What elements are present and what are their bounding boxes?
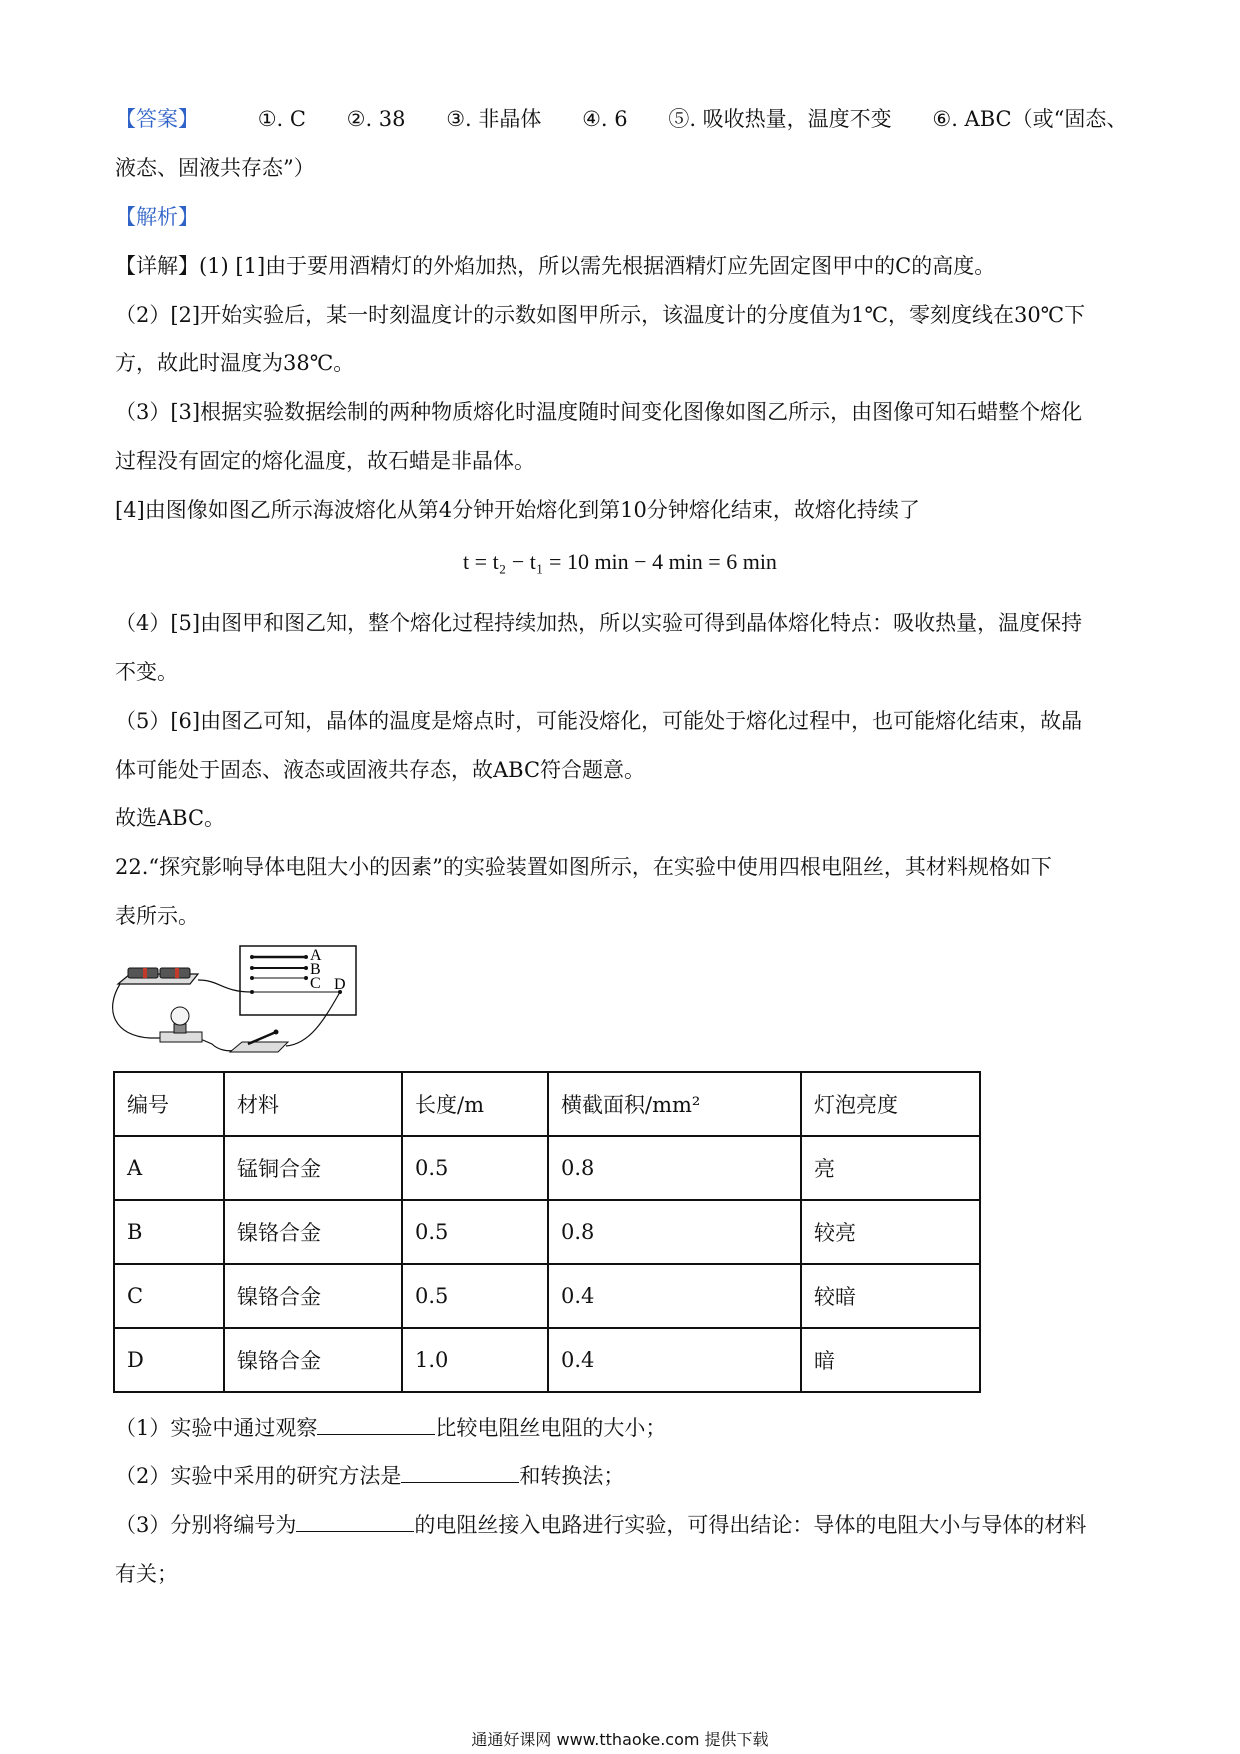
table-cell: C xyxy=(114,1264,224,1328)
table-header: 编号 xyxy=(114,1072,224,1136)
table-cell: 0.8 xyxy=(548,1136,801,1200)
paragraph: 方，故此时温度为38℃。 xyxy=(115,351,355,375)
table-row xyxy=(114,1264,980,1328)
question-text: 的电阻丝接入电路进行实验，可得出结论：导体的电阻大小与导体的材料 xyxy=(414,1513,1087,1537)
answer-item: ⑤. 吸收热量，温度不变 xyxy=(668,107,892,131)
materials-table xyxy=(113,1071,981,1393)
answer-blank[interactable] xyxy=(296,1511,414,1532)
table-header: 横截面积/mm² xyxy=(548,1072,801,1136)
answer-tag: 【答案】 xyxy=(115,107,199,131)
sub-question-3 xyxy=(115,1510,1086,1540)
table-cell: 镍铬合金 xyxy=(224,1200,402,1264)
table-cell: 0.4 xyxy=(548,1328,801,1392)
table-row xyxy=(114,1136,980,1200)
table-header: 灯泡亮度 xyxy=(801,1072,980,1136)
table-cell: B xyxy=(114,1200,224,1264)
answer-continuation: 液态、固液共存态”） xyxy=(115,156,315,180)
page-footer: 通通好课网 www.tthaoke.com 提供下载 xyxy=(471,1730,769,1749)
table-cell: 0.5 xyxy=(402,1264,548,1328)
sub-question-2 xyxy=(115,1461,624,1491)
answer-item: ④. 6 xyxy=(582,107,628,131)
table-cell: D xyxy=(114,1328,224,1392)
table-cell: 0.4 xyxy=(548,1264,801,1328)
table-header: 材料 xyxy=(224,1072,402,1136)
paragraph: [4]由图像如图乙所示海波熔化从第4分钟开始熔化到第10分钟熔化结束，故熔化持续了 xyxy=(115,498,920,522)
table-cell: 较亮 xyxy=(801,1200,980,1264)
sub-question-1 xyxy=(115,1413,666,1443)
label-b: B xyxy=(310,961,321,978)
answer-item: ⑥. ABC（或“固态、 xyxy=(932,107,1128,131)
question-22: 22.“探究影响导体电阻大小的因素”的实验装置如图所示，在实验中使用四根电阻丝，其材料规格如下 xyxy=(115,855,1052,879)
formula: t = t₂ − t₁ = 10 min − 4 min = 6 min xyxy=(463,549,777,574)
question-text: （3）分别将编号为 xyxy=(115,1513,297,1537)
analysis-tag: 【解析】 xyxy=(115,205,199,229)
label-a: A xyxy=(310,947,322,964)
answer-line xyxy=(115,104,1127,134)
answer-blank[interactable] xyxy=(317,1414,435,1435)
question-text: （2）实验中采用的研究方法是 xyxy=(115,1464,402,1488)
question-text: 和转换法； xyxy=(519,1464,625,1488)
sub-question-3-cont: 有关； xyxy=(115,1562,178,1586)
paragraph: 过程没有固定的熔化温度，故石蜡是非晶体。 xyxy=(115,449,535,473)
paragraph: 体可能处于固态、液态或固液共存态，故ABC符合题意。 xyxy=(115,758,646,782)
paragraph: （3）[3]根据实验数据绘制的两种物质熔化时温度随时间变化图像如图乙所示，由图像可知石蜡整个熔化 xyxy=(115,400,1083,424)
table-cell: 亮 xyxy=(801,1136,980,1200)
paragraph: 不变。 xyxy=(115,660,178,684)
paragraph: 故选ABC。 xyxy=(115,806,226,830)
paragraph: 【详解】(1) [1]由于要用酒精灯的外焰加热，所以需先根据酒精灯应先固定图甲中的C的高度。 xyxy=(115,254,996,278)
answer-item: ③. 非晶体 xyxy=(446,107,542,131)
answer-blank[interactable] xyxy=(401,1462,519,1483)
question-text: （1）实验中通过观察 xyxy=(115,1416,318,1440)
paragraph: （2）[2]开始实验后，某一时刻温度计的示数如图甲所示，该温度计的分度值为1℃，零刻度线在30℃下 xyxy=(115,303,1086,327)
table-cell: 较暗 xyxy=(801,1264,980,1328)
question-22-cont: 表所示。 xyxy=(115,904,199,928)
label-d: D xyxy=(334,976,346,993)
paragraph: （4）[5]由图甲和图乙知，整个熔化过程持续加热，所以实验可得到晶体熔化特点：吸收热量，温度保持 xyxy=(115,611,1083,635)
circuit-diagram xyxy=(110,940,370,1065)
table-row xyxy=(114,1200,980,1264)
table-cell: 0.8 xyxy=(548,1200,801,1264)
table-cell: 锰铜合金 xyxy=(224,1136,402,1200)
answer-item: ①. C xyxy=(257,107,306,131)
table-cell: 暗 xyxy=(801,1328,980,1392)
table-cell: 镍铬合金 xyxy=(224,1328,402,1392)
table-header-row xyxy=(114,1072,980,1136)
question-text: 比较电阻丝电阻的大小； xyxy=(435,1416,667,1440)
table-cell: 0.5 xyxy=(402,1200,548,1264)
paragraph: （5）[6]由图乙可知，晶体的温度是熔点时，可能没熔化，可能处于熔化过程中，也可能熔化结束，故晶 xyxy=(115,709,1083,733)
switch-base xyxy=(230,1042,288,1052)
table-cell: A xyxy=(114,1136,224,1200)
table-cell: 镍铬合金 xyxy=(224,1264,402,1328)
table-cell: 1.0 xyxy=(402,1328,548,1392)
table-header: 长度/m xyxy=(402,1072,548,1136)
answer-item: ②. 38 xyxy=(346,107,406,131)
table-cell: 0.5 xyxy=(402,1136,548,1200)
bulb-icon xyxy=(171,1007,189,1025)
label-c: C xyxy=(310,975,321,992)
table-row xyxy=(114,1328,980,1392)
